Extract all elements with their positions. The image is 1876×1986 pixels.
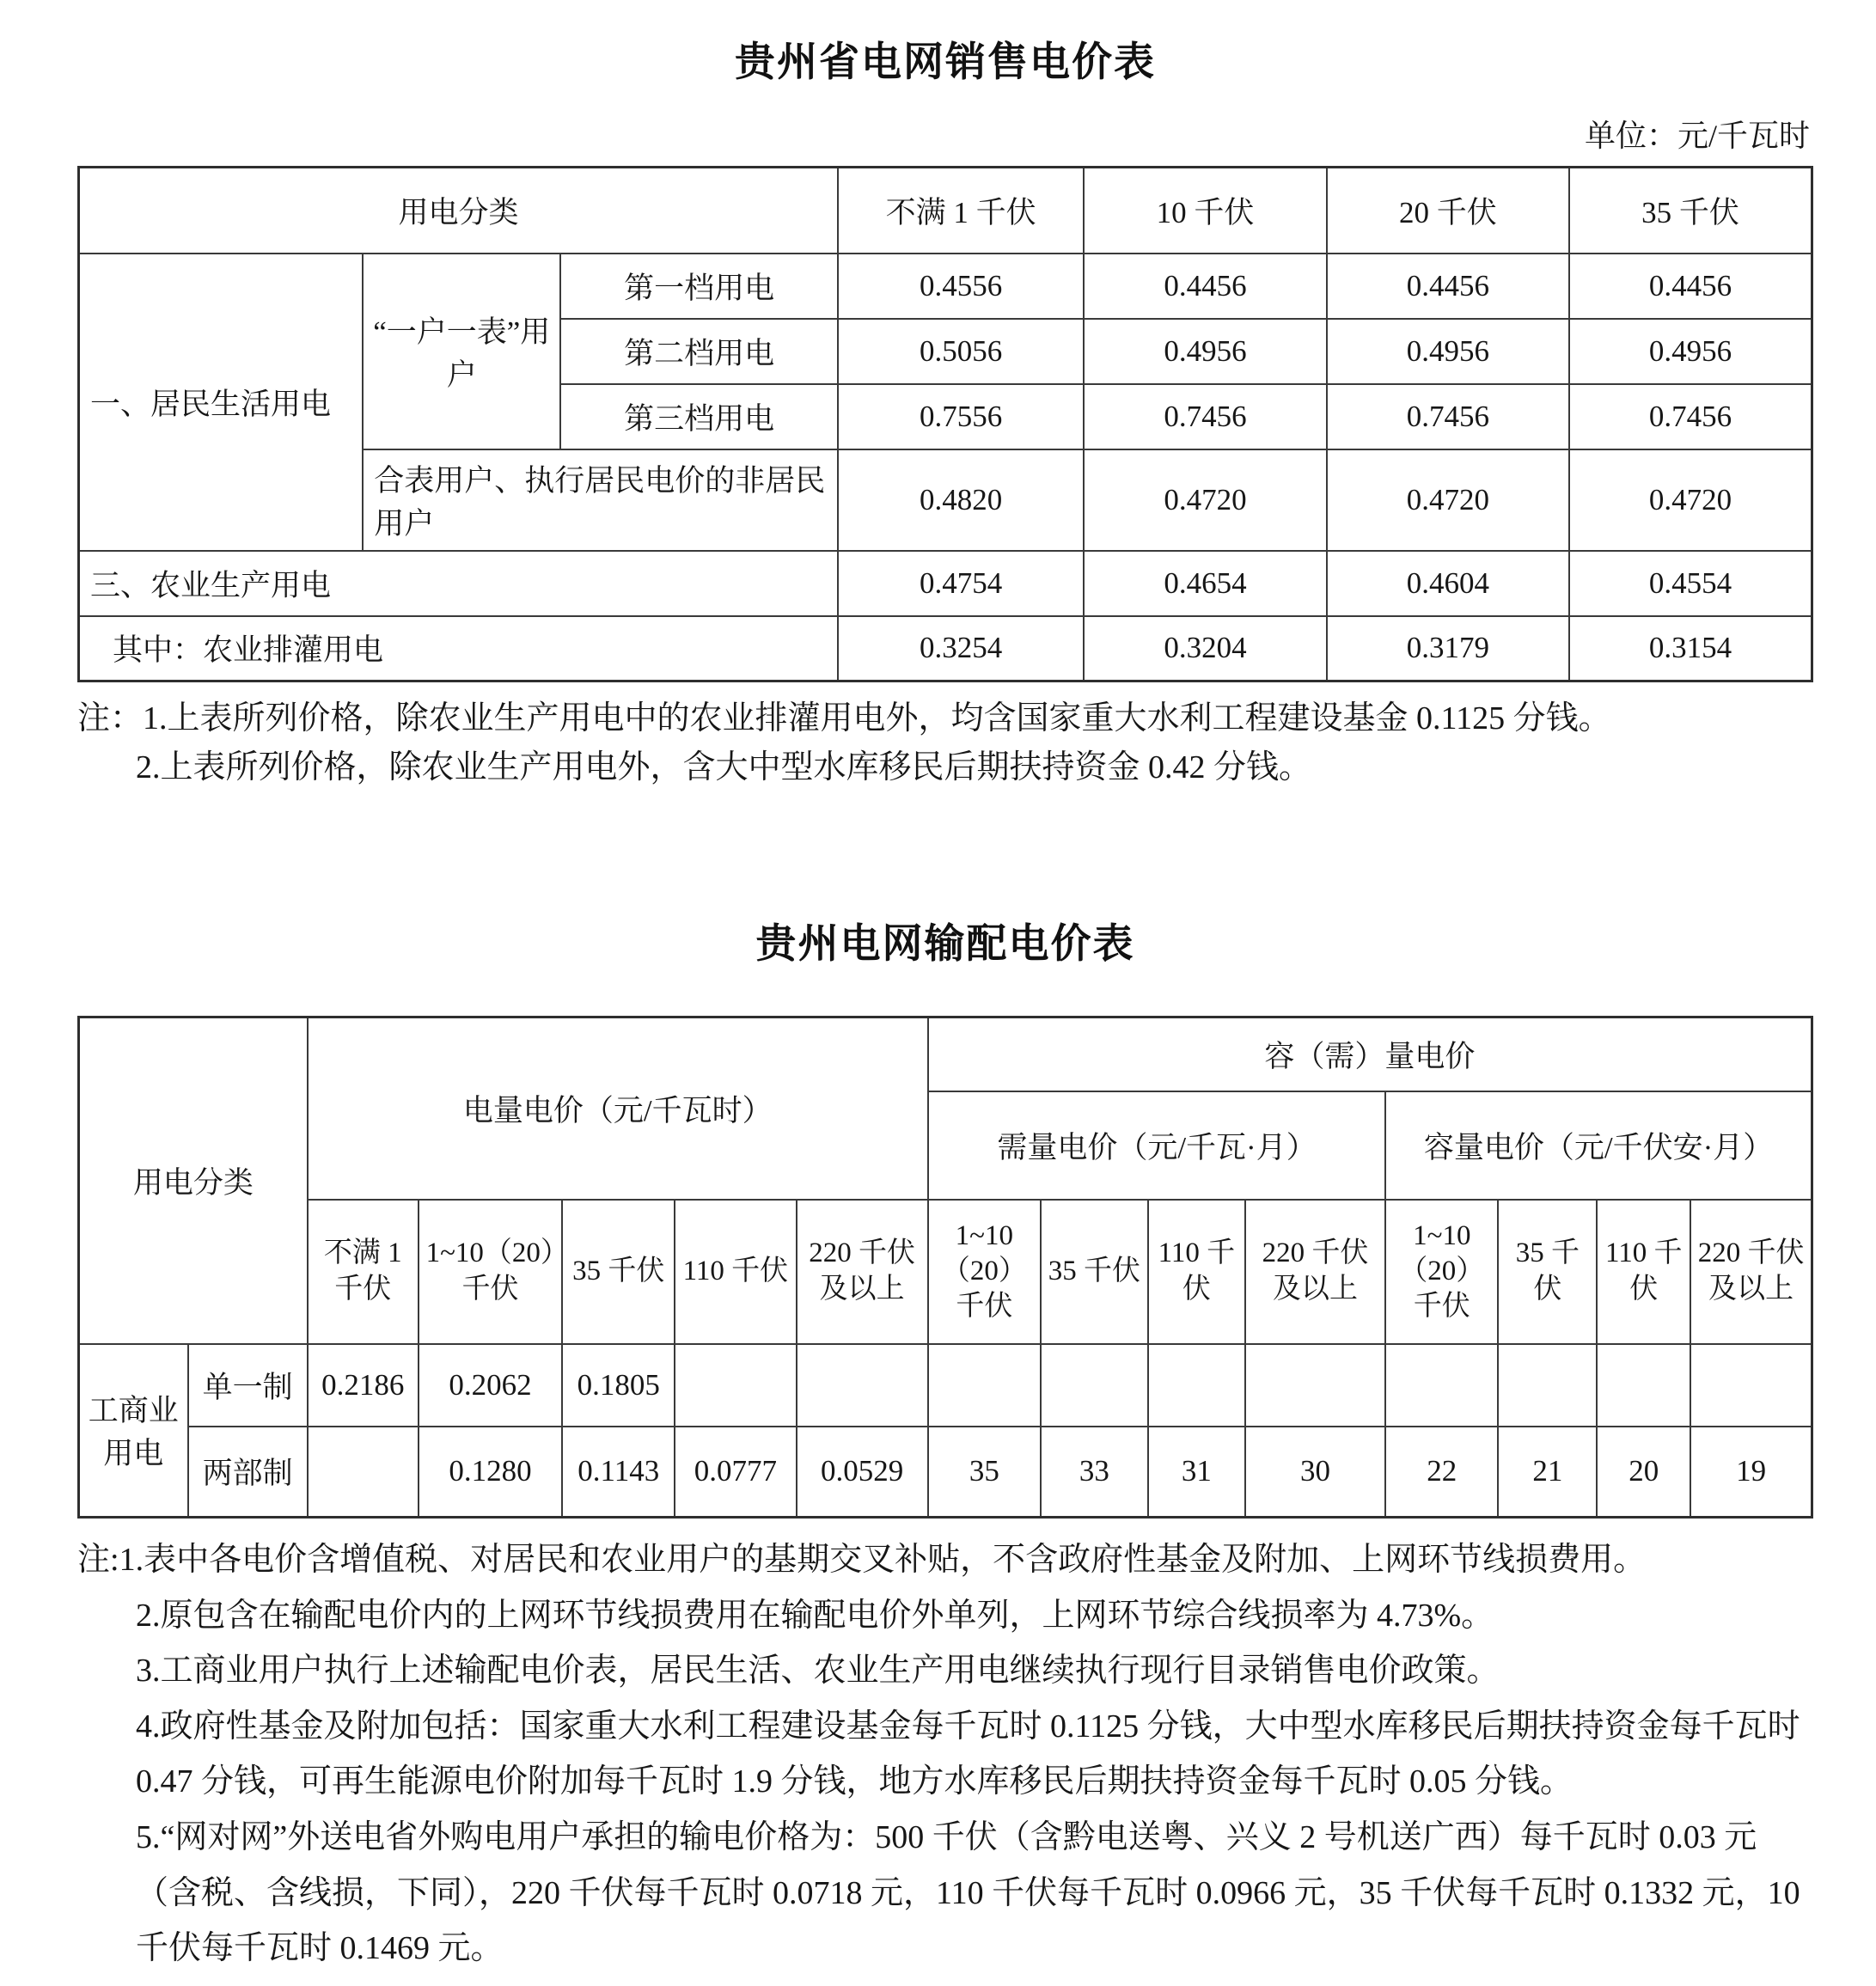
price-cell: 0.2062	[419, 1344, 562, 1427]
irrigation-label-cell: 其中：农业排灌用电	[79, 616, 838, 681]
price-cell: 21	[1498, 1427, 1597, 1518]
one-meter-group-cell: “一户一表”用户	[363, 254, 560, 449]
voltage-header-cell: 不满 1 千伏	[838, 168, 1084, 254]
price-cell: 0.7456	[1569, 384, 1812, 449]
price-cell	[1597, 1344, 1690, 1427]
price-cell: 0.4956	[1569, 319, 1812, 384]
table-row-agriculture	[79, 551, 1812, 616]
price-cell: 0.3254	[838, 616, 1084, 681]
note-line: 5.“网对网”外送电省外购电用户承担的输电价格为：500 千伏（含黔电送粤、兴义 2 号机送广西）每千瓦时 0.03 元（含税、含线损，下同），220 千伏每千瓦时 0.0718 元，110 千伏每千瓦时 0.0966 元，35 千伏每千瓦时 0.1332 元，10 千伏每千瓦时 0.1469 元。	[136, 1819, 1800, 1967]
note-line	[77, 1532, 1813, 1588]
note-line: 4.政府性基金及附加包括：国家重大水利工程建设基金每千瓦时 0.1125 分钱，大中型水库移民后期扶持资金每千瓦时 0.47 分钱，可再生能源电价附加每千瓦时 1.9 分钱，地方水库移民后期扶持资金每千瓦时 0.05 分钱。	[136, 1708, 1800, 1800]
voltage-header-cell: 110 千伏	[1148, 1200, 1245, 1344]
sales-price-table	[77, 166, 1813, 682]
price-cell: 0.4456	[1084, 254, 1326, 319]
table-header-row	[79, 168, 1812, 254]
price-cell: 0.7556	[838, 384, 1084, 449]
price-cell: 0.0529	[797, 1427, 928, 1518]
price-cell: 0.4604	[1327, 551, 1569, 616]
voltage-header-cell: 35 千伏	[562, 1200, 675, 1344]
voltage-header-cell: 10 千伏	[1084, 168, 1326, 254]
price-cell	[675, 1344, 796, 1427]
price-cell	[797, 1344, 928, 1427]
table-row-two-part-system	[79, 1427, 1812, 1518]
price-cell: 0.4554	[1569, 551, 1812, 616]
transmission-table-notes	[77, 1532, 1813, 1977]
classification-header-cell: 用电分类	[79, 1017, 308, 1344]
note-text: 1.表中各电价含增值税、对居民和农业用户的基期交叉补贴，不含政府性基金及附加、上网环节线损费用。	[119, 1542, 1647, 1579]
transmission-price-table	[77, 1016, 1813, 1519]
voltage-header-cell: 1~10（20）千伏	[928, 1200, 1041, 1344]
note-text: 1.上表所列价格，除农业生产用电中的农业排灌用电外，均含国家重大水利工程建设基金 0.1125 分钱。	[143, 700, 1611, 737]
price-cell	[308, 1427, 419, 1518]
price-cell: 0.1805	[562, 1344, 675, 1427]
voltage-header-cell: 35 千伏	[1569, 168, 1812, 254]
voltage-header-cell: 220 千伏及以上	[797, 1200, 928, 1344]
price-cell: 33	[1041, 1427, 1148, 1518]
price-cell: 0.4754	[838, 551, 1084, 616]
price-cell: 0.4956	[1084, 319, 1326, 384]
price-cell: 0.7456	[1327, 384, 1569, 449]
price-cell: 20	[1597, 1427, 1690, 1518]
industrial-group-cell: 工商业用电	[79, 1344, 188, 1518]
price-cell: 0.3154	[1569, 616, 1812, 681]
price-cell: 0.5056	[838, 319, 1084, 384]
classification-header-cell: 用电分类	[79, 168, 838, 254]
price-cell: 0.4456	[1569, 254, 1812, 319]
note-line: 3.工商业用户执行上述输配电价表，居民生活、农业生产用电继续执行现行目录销售电价政策。	[136, 1653, 1500, 1690]
price-cell: 0.4720	[1569, 449, 1812, 551]
voltage-header-cell: 35 千伏	[1041, 1200, 1148, 1344]
price-cell: 19	[1690, 1427, 1812, 1518]
price-cell: 0.4820	[838, 449, 1084, 551]
voltage-header-cell: 20 千伏	[1327, 168, 1569, 254]
price-cell: 0.4956	[1327, 319, 1569, 384]
tier-label-cell: 第三档用电	[560, 384, 838, 449]
table-row-irrigation	[79, 616, 1812, 681]
price-cell: 0.0777	[675, 1427, 796, 1518]
tier-label-cell: 第一档用电	[560, 254, 838, 319]
price-cell: 0.1143	[562, 1427, 675, 1518]
price-cell: 0.1280	[419, 1427, 562, 1518]
price-cell	[1690, 1344, 1812, 1427]
capacity-price-header-cell: 容量电价（元/千伏安·月）	[1385, 1091, 1812, 1200]
price-cell	[1498, 1344, 1597, 1427]
demand-price-header-cell: 需量电价（元/千瓦·月）	[928, 1091, 1385, 1200]
price-cell	[1245, 1344, 1385, 1427]
price-cell: 0.4720	[1327, 449, 1569, 551]
voltage-header-cell: 110 千伏	[675, 1200, 796, 1344]
note-line: 2.上表所列价格，除农业生产用电外，含大中型水库移民后期扶持资金 0.42 分钱。	[136, 749, 1312, 786]
price-cell	[928, 1344, 1041, 1427]
voltage-header-cell: 110 千伏	[1597, 1200, 1690, 1344]
residential-group-cell: 一、居民生活用电	[79, 254, 364, 551]
note-line	[77, 694, 1813, 743]
voltage-header-cell: 220 千伏及以上	[1245, 1200, 1385, 1344]
voltage-header-cell: 1~10（20）千伏	[419, 1200, 562, 1344]
notes-prefix: 注:	[77, 1542, 119, 1579]
transmission-table-title: 贵州电网输配电价表	[755, 922, 1135, 968]
capacity-demand-header-cell: 容（需）量电价	[928, 1017, 1812, 1091]
combined-meter-label-cell: 合表用户、执行居民电价的非居民用户	[363, 449, 838, 551]
note-line: 2.原包含在输配电价内的上网环节线损费用在输配电价外单列，上网环节综合线损率为 4.73%。	[136, 1597, 1494, 1634]
price-cell: 22	[1385, 1427, 1498, 1518]
price-cell: 35	[928, 1427, 1041, 1518]
price-cell: 0.4654	[1084, 551, 1326, 616]
notes-prefix: 注：	[77, 700, 144, 737]
price-cell: 0.7456	[1084, 384, 1326, 449]
energy-price-header-cell: 电量电价（元/千瓦时）	[308, 1017, 928, 1200]
price-cell	[1041, 1344, 1148, 1427]
price-cell	[1148, 1344, 1245, 1427]
price-cell: 0.4456	[1327, 254, 1569, 319]
unit-label: 单位：元/千瓦时	[1584, 119, 1810, 154]
price-cell: 0.2186	[308, 1344, 419, 1427]
price-cell: 0.4556	[838, 254, 1084, 319]
voltage-header-cell: 220 千伏及以上	[1690, 1200, 1812, 1344]
table-row-single-system	[79, 1344, 1812, 1427]
table-row-tier1	[79, 254, 1812, 319]
voltage-header-cell: 1~10（20）千伏	[1385, 1200, 1498, 1344]
sales-table-notes	[77, 694, 1813, 792]
price-cell: 31	[1148, 1427, 1245, 1518]
sales-table-title: 贵州省电网销售电价表	[735, 40, 1156, 85]
table-header-row-top	[79, 1017, 1812, 1091]
table-header-row-voltages	[79, 1200, 1812, 1344]
price-cell	[1385, 1344, 1498, 1427]
agriculture-label-cell: 三、农业生产用电	[79, 551, 838, 616]
voltage-header-cell: 35 千伏	[1498, 1200, 1597, 1344]
system-label-cell: 两部制	[188, 1427, 308, 1518]
system-label-cell: 单一制	[188, 1344, 308, 1427]
price-cell: 0.3179	[1327, 616, 1569, 681]
price-cell: 30	[1245, 1427, 1385, 1518]
price-cell: 0.3204	[1084, 616, 1326, 681]
price-cell: 0.4720	[1084, 449, 1326, 551]
tier-label-cell: 第二档用电	[560, 319, 838, 384]
voltage-header-cell: 不满 1 千伏	[308, 1200, 419, 1344]
